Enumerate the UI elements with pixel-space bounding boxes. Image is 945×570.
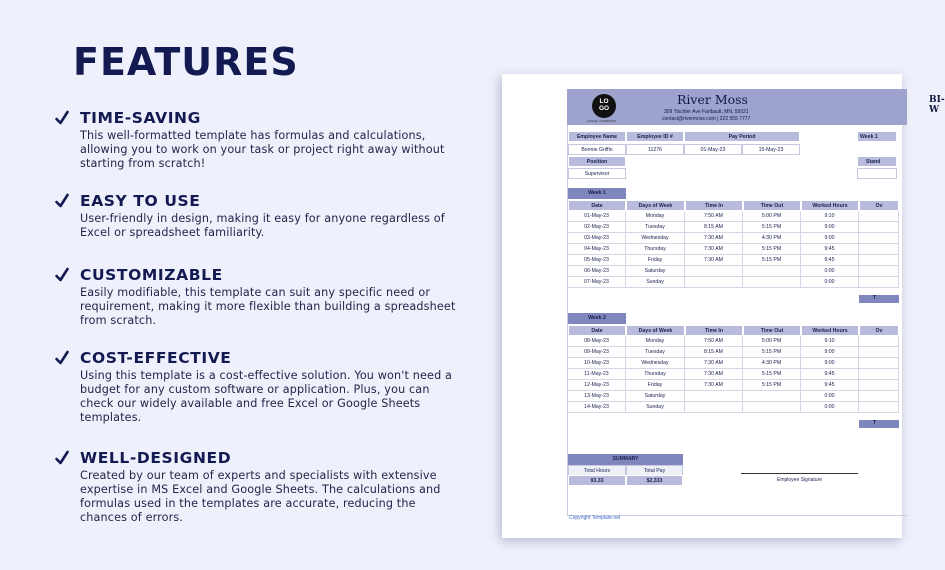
table-cell: 7:30 AM bbox=[685, 244, 743, 255]
table-cell: 9:45 bbox=[801, 244, 859, 255]
position-label: Position bbox=[568, 156, 626, 167]
side-standard-label: Stand bbox=[857, 156, 897, 167]
checkmark-icon bbox=[55, 110, 69, 126]
table-cell: 7:30 AM bbox=[685, 380, 743, 391]
column-header: Ov bbox=[859, 325, 899, 336]
table-cell: 03-May-23 bbox=[568, 233, 626, 244]
sheet-title: BI-W bbox=[929, 95, 945, 115]
week1-total-label: T bbox=[873, 295, 877, 301]
position-value: Supervisor bbox=[568, 168, 626, 179]
table-cell bbox=[685, 277, 743, 288]
logo-text-top: LO bbox=[599, 98, 609, 105]
checkmark-icon bbox=[55, 193, 69, 209]
table-cell bbox=[859, 244, 899, 255]
table-cell: Sunday bbox=[626, 402, 685, 413]
feature-title: CUSTOMIZABLE bbox=[80, 266, 223, 284]
table-cell: Saturday bbox=[626, 266, 685, 277]
table-cell bbox=[859, 233, 899, 244]
table-cell: 9:00 bbox=[801, 347, 859, 358]
table-cell bbox=[859, 277, 899, 288]
column-header: Time In bbox=[685, 200, 743, 211]
table-cell: Sunday bbox=[626, 277, 685, 288]
summary-header: SUMMARY bbox=[568, 454, 683, 465]
feature-description: Created by our team of experts and specialists with extensive expertise in MS Excel and Google Sheets. The calculations and formulas used in the templates are accurate, reducing the chances of errors. bbox=[80, 469, 441, 524]
company-name: River Moss bbox=[677, 92, 748, 107]
column-header: Worked Hours bbox=[801, 200, 859, 211]
copyright-link[interactable]: Copyright Template.net bbox=[569, 515, 621, 521]
column-header: Time Out bbox=[743, 325, 801, 336]
table-cell: 7:30 AM bbox=[685, 369, 743, 380]
checkmark-icon bbox=[55, 267, 69, 283]
table-cell: 9:45 bbox=[801, 255, 859, 266]
table-cell: 9:00 bbox=[801, 222, 859, 233]
table-cell: 06-May-23 bbox=[568, 266, 626, 277]
table-cell: 7:30 AM bbox=[685, 358, 743, 369]
table-cell: 7:50 AM bbox=[685, 211, 743, 222]
table-cell: 5:00 PM bbox=[743, 211, 801, 222]
signature-line bbox=[741, 473, 858, 474]
table-cell bbox=[743, 266, 801, 277]
table-cell: 05-May-23 bbox=[568, 255, 626, 266]
table-cell bbox=[859, 358, 899, 369]
table-cell bbox=[859, 369, 899, 380]
table-cell: 9:10 bbox=[801, 336, 859, 347]
feature-title: COST-EFFECTIVE bbox=[80, 349, 232, 367]
spreadsheet-preview bbox=[502, 74, 945, 538]
employee-id-value: 11276 bbox=[626, 144, 684, 155]
feature-title: WELL-DESIGNED bbox=[80, 449, 232, 467]
table-cell bbox=[859, 347, 899, 358]
table-cell: Monday bbox=[626, 336, 685, 347]
table-cell: 5:15 PM bbox=[743, 380, 801, 391]
table-cell bbox=[859, 380, 899, 391]
table-cell: 0:00 bbox=[801, 391, 859, 402]
feature-item bbox=[55, 109, 465, 171]
table-cell bbox=[859, 211, 899, 222]
checkmark-icon bbox=[55, 350, 69, 366]
table-cell: Thursday bbox=[626, 369, 685, 380]
column-header: Days of Week bbox=[626, 325, 685, 336]
signature-label: Employee Signature bbox=[776, 477, 823, 483]
table-cell bbox=[859, 402, 899, 413]
logo-text-bottom: GO bbox=[598, 105, 610, 112]
table-cell: Wednesday bbox=[626, 233, 685, 244]
table-cell: 9:00 bbox=[801, 358, 859, 369]
feature-title: TIME-SAVING bbox=[80, 109, 201, 127]
feature-description: User-friendly in design, making it easy for anyone regardless of Excel or spreadsheet familiarity. bbox=[80, 212, 445, 239]
week1-total-bar bbox=[859, 295, 899, 303]
table-cell: 02-May-23 bbox=[568, 222, 626, 233]
company-banner bbox=[567, 89, 945, 125]
table-cell bbox=[685, 402, 743, 413]
table-cell bbox=[685, 391, 743, 402]
table-cell: 5:15 PM bbox=[743, 244, 801, 255]
week1-label: Week 1 bbox=[568, 188, 626, 199]
total-pay-value: $2,333 bbox=[626, 475, 683, 486]
table-cell: 10-May-23 bbox=[568, 358, 626, 369]
column-header: Days of Week bbox=[626, 200, 685, 211]
column-header: Ov bbox=[859, 200, 899, 211]
table-cell: 7:50 AM bbox=[685, 336, 743, 347]
table-cell: 9:45 bbox=[801, 369, 859, 380]
table-cell: 5:00 PM bbox=[743, 336, 801, 347]
table-cell: Wednesday bbox=[626, 358, 685, 369]
table-cell: 5:15 PM bbox=[743, 222, 801, 233]
table-cell: 12-May-23 bbox=[568, 380, 626, 391]
feature-item bbox=[55, 349, 465, 425]
feature-description: Easily modifiable, this template can suit any specific need or requirement, making it more flexible than building a spreadsheet from scratch. bbox=[80, 286, 456, 327]
table-cell bbox=[859, 336, 899, 347]
feature-title: EASY TO USE bbox=[80, 192, 201, 210]
table-cell: 0:00 bbox=[801, 402, 859, 413]
table-cell bbox=[859, 266, 899, 277]
table-cell: Saturday bbox=[626, 391, 685, 402]
table-cell: 8:15 AM bbox=[685, 222, 743, 233]
column-header: Time In bbox=[685, 325, 743, 336]
table-cell: 0:00 bbox=[801, 277, 859, 288]
table-cell: 14-May-23 bbox=[568, 402, 626, 413]
pay-period-label: Pay Period bbox=[684, 131, 800, 142]
table-cell: 09-May-23 bbox=[568, 347, 626, 358]
company-contact: contact@rivermoss.com | 222 555 7777 bbox=[662, 116, 751, 122]
table-cell: 08-May-23 bbox=[568, 336, 626, 347]
logo-subtitle: LOCAL COMPANY bbox=[587, 119, 617, 123]
column-header: Date bbox=[568, 200, 626, 211]
table-cell: 9:10 bbox=[801, 211, 859, 222]
table-cell: 0:00 bbox=[801, 266, 859, 277]
table-cell: 11-May-23 bbox=[568, 369, 626, 380]
table-cell: Tuesday bbox=[626, 347, 685, 358]
side-standard-value bbox=[857, 168, 897, 179]
checkmark-icon bbox=[55, 450, 69, 466]
table-cell: 04-May-23 bbox=[568, 244, 626, 255]
total-hours-value: 93.33 bbox=[568, 475, 626, 486]
week2-label: Week 2 bbox=[568, 313, 626, 324]
company-address: 309 Tischler Ave Faribault, MN, 55021 bbox=[664, 109, 749, 115]
table-cell: 5:15 PM bbox=[743, 255, 801, 266]
employee-name-label: Employee Name bbox=[568, 131, 626, 142]
table-cell bbox=[685, 266, 743, 277]
table-cell: 4:30 PM bbox=[743, 233, 801, 244]
table-cell: 7:30 AM bbox=[685, 255, 743, 266]
period-start-value: 01-May-23 bbox=[684, 144, 742, 155]
column-header: Time Out bbox=[743, 200, 801, 211]
feature-description: Using this template is a cost-effective solution. You won't need a budget for any custom software or application. Plus, you can check our widely available and free Excel or Google Sheets templates. bbox=[80, 369, 453, 424]
table-cell bbox=[743, 391, 801, 402]
column-header: Worked Hours bbox=[801, 325, 859, 336]
table-cell: Thursday bbox=[626, 244, 685, 255]
table-cell: 5:15 PM bbox=[743, 369, 801, 380]
week2-total-bar bbox=[859, 420, 899, 428]
page-heading: FEATURES bbox=[73, 40, 299, 84]
week2-total-label: T bbox=[873, 420, 877, 426]
table-cell: 07-May-23 bbox=[568, 277, 626, 288]
column-header: Date bbox=[568, 325, 626, 336]
employee-name-value: Bonnie Griffin bbox=[568, 144, 626, 155]
total-pay-label: Total Pay bbox=[626, 465, 683, 476]
company-logo bbox=[592, 94, 616, 118]
table-cell: 7:30 AM bbox=[685, 233, 743, 244]
table-cell: Friday bbox=[626, 255, 685, 266]
table-cell: 4:30 PM bbox=[743, 358, 801, 369]
table-cell: Tuesday bbox=[626, 222, 685, 233]
table-cell: 8:15 AM bbox=[685, 347, 743, 358]
table-cell: 9:00 bbox=[801, 233, 859, 244]
table-cell: Monday bbox=[626, 211, 685, 222]
table-cell bbox=[743, 402, 801, 413]
table-cell bbox=[859, 255, 899, 266]
feature-item bbox=[55, 266, 465, 328]
period-end-value: 15-May-23 bbox=[742, 144, 800, 155]
employee-id-label: Employee ID # bbox=[626, 131, 684, 142]
table-cell bbox=[859, 222, 899, 233]
table-cell: 01-May-23 bbox=[568, 211, 626, 222]
table-cell: 13-May-23 bbox=[568, 391, 626, 402]
feature-item bbox=[55, 449, 465, 525]
table-cell: Friday bbox=[626, 380, 685, 391]
table-cell bbox=[743, 277, 801, 288]
total-hours-label: Total Hours bbox=[568, 465, 626, 476]
feature-description: This well-formatted template has formulas and calculations, allowing you to work on your task or project right away without starting from scratch! bbox=[80, 129, 445, 170]
table-cell: 9:45 bbox=[801, 380, 859, 391]
table-cell: 5:15 PM bbox=[743, 347, 801, 358]
feature-item bbox=[55, 192, 465, 240]
table-cell bbox=[859, 391, 899, 402]
side-week-label: Week 1 bbox=[857, 131, 897, 142]
